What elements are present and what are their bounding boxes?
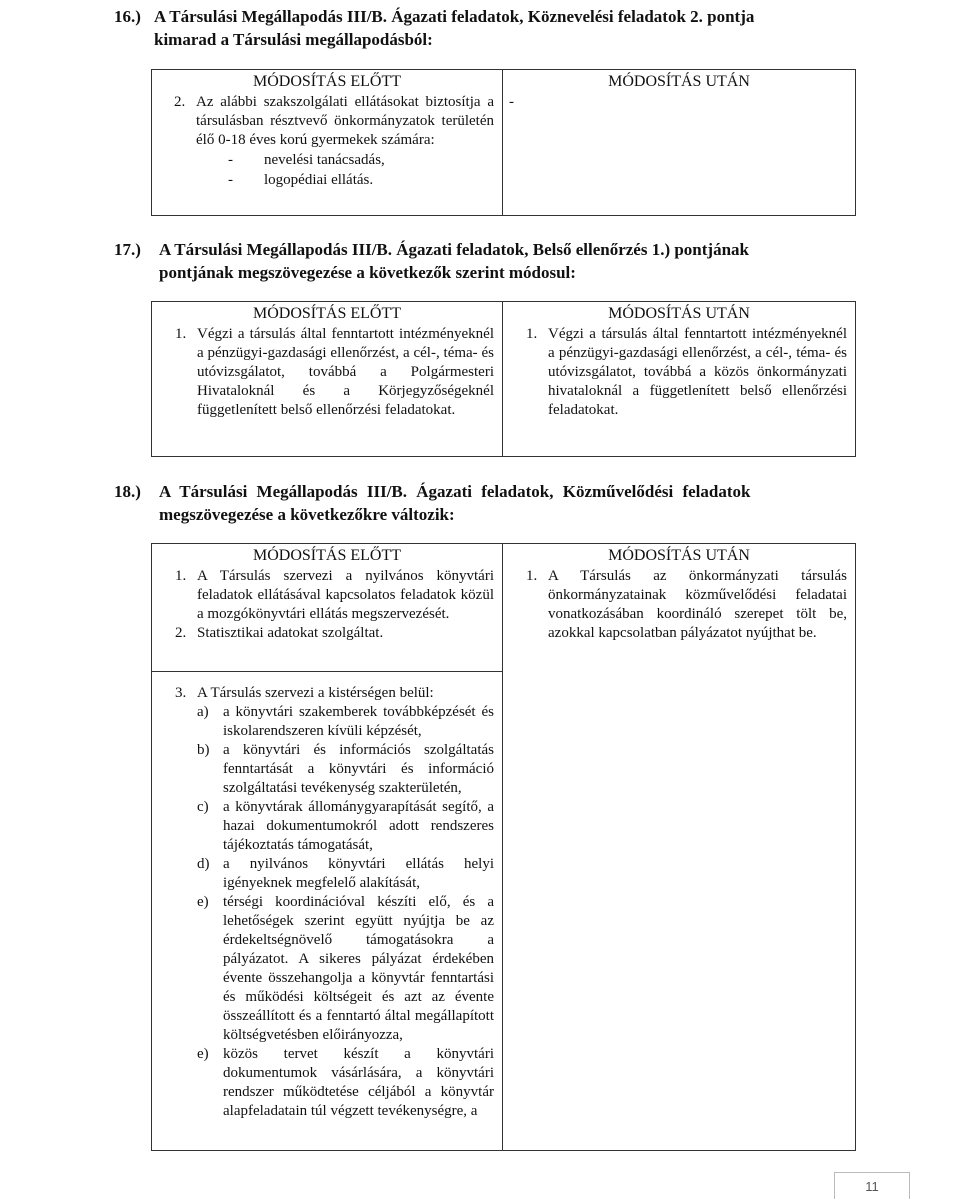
heading-line-1: A Társulási Megállapodás III/B. Ágazati feladatok, Köznevelési feladatok 2. pontja xyxy=(154,7,755,26)
after-cell xyxy=(503,544,856,1151)
sub-list xyxy=(160,703,494,1121)
before-header: MÓDOSÍTÁS ELŐTT xyxy=(253,305,401,322)
sub-item-letter: c) xyxy=(197,799,209,815)
before-header: MÓDOSÍTÁS ELŐTT xyxy=(253,547,401,564)
section-17-heading xyxy=(114,238,854,284)
sub-item xyxy=(197,893,494,1045)
dash-item-2: - logopédiai ellátás. xyxy=(228,172,374,188)
section-18-table xyxy=(151,543,856,1151)
heading-line-2: kimarad a Társulási megállapodásból: xyxy=(154,30,433,49)
item-number: 3. xyxy=(175,685,187,701)
page-number: 11 xyxy=(865,1179,879,1194)
sub-item xyxy=(197,1045,494,1121)
after-header: MÓDOSÍTÁS UTÁN xyxy=(608,305,750,322)
after-cell xyxy=(503,302,856,457)
item-number: 2. xyxy=(175,625,187,641)
sub-item xyxy=(197,741,494,798)
section-number: 16.) xyxy=(114,7,141,26)
before-cell-top xyxy=(152,544,503,672)
sub-item xyxy=(197,703,494,741)
heading-line-2: pontjának megszövegezése a következők szerint módosul: xyxy=(159,263,576,282)
sub-item-text: a könyvtári és információs szolgáltatás fenntartását a könyvtári és információ szolgáltatási tevékenység szakterületén, xyxy=(223,742,494,796)
item-text: Végzi a társulás által fenntartott intézményeknél a pénzügyi-gazdasági ellenőrzést, a cél-, téma- és utóvizsgálatot, továbbá a Polgármesteri Hivataloknál és a Körjegyzőségeknél függetlenített belső ellenőrzési feladatokat. xyxy=(197,326,494,418)
section-16-heading xyxy=(114,5,854,51)
item-number: 2. xyxy=(174,94,186,110)
item-number: 1. xyxy=(526,568,538,584)
heading-line-1: A Társulási Megállapodás III/B. Ágazati feladatok, Közművelődési feladatok xyxy=(159,482,751,501)
before-item-2 xyxy=(160,624,494,643)
before-cell xyxy=(152,70,503,216)
sub-item-text: térségi koordinációval készíti elő, és a lehetőségek szerint együtt nyújtja be az érdekeltségnövelő támogatásokra a pályázatot. A sikeres pályázat érdekében évente összehangolja a könyvtár fenntartási és működési költségeit és azt az évente összeállított és a fenntartó által megállapított költségvetésben előirányozza, xyxy=(223,894,494,1043)
after-header: MÓDOSÍTÁS UTÁN xyxy=(608,547,750,564)
item-text: A Társulás az önkormányzati társulás önkormányzatainak közművelődési feladatai vonatkozásában koordináló szerepet tölt be, azokkal kapcsolatban pályázatot nyújthat be. xyxy=(548,568,847,641)
sub-item-letter: b) xyxy=(197,742,210,758)
before-header: MÓDOSÍTÁS ELŐTT xyxy=(253,73,401,90)
before-cell-bottom xyxy=(152,672,503,1151)
sub-item xyxy=(197,855,494,893)
sub-item-letter: a) xyxy=(197,704,209,720)
item-text: A Társulás szervezi a kistérségen belül: xyxy=(197,685,434,701)
sub-item-letter: d) xyxy=(197,856,210,872)
before-item-3 xyxy=(160,684,494,703)
before-item-1 xyxy=(160,567,494,624)
dash-item-1: - nevelési tanácsadás, xyxy=(228,152,385,168)
item-text: A Társulás szervezi a nyilvános könyvtári feladatok ellátásával kapcsolatos feladatok közül a mozgókönyvtári ellátás megszervezését. xyxy=(197,568,494,622)
sub-item-text: a könyvtárak állománygyarapítását segítő, a hazai dokumentumokról adott rendszeres tájékoztatás támogatását, xyxy=(223,799,494,853)
section-16-table xyxy=(151,69,856,216)
dash-text: logopédiai ellátás. xyxy=(264,172,374,188)
sub-item xyxy=(197,798,494,855)
item-text: Statisztikai adatokat szolgáltat. xyxy=(197,625,384,641)
item-number: 1. xyxy=(175,568,187,584)
dash-text: nevelési tanácsadás, xyxy=(264,152,385,168)
after-item xyxy=(511,567,847,643)
item-number: 1. xyxy=(175,326,187,342)
heading-line-2: megszövegezése a következőkre változik: xyxy=(159,505,455,524)
section-18-heading xyxy=(114,480,854,526)
before-item xyxy=(160,93,494,150)
after-item xyxy=(511,325,847,420)
after-text: - xyxy=(509,94,514,110)
section-number: 18.) xyxy=(114,482,141,501)
item-text: Végzi a társulás által fenntartott intézményeknél a pénzügyi-gazdasági ellenőrzést, a cél-, téma- és utóvizsgálatot, továbbá a közös önkormányzati hivataloknál a függetlenített belső ellenőrzési feladatokat. xyxy=(548,326,847,418)
section-number: 17.) xyxy=(114,240,141,259)
before-cell xyxy=(152,302,503,457)
sub-item-text: a könyvtári szakemberek továbbképzését és iskolarendszeren kívüli képzését, xyxy=(223,704,494,739)
section-17-table xyxy=(151,301,856,457)
after-header: MÓDOSÍTÁS UTÁN xyxy=(608,73,750,90)
heading-line-1: A Társulási Megállapodás III/B. Ágazati feladatok, Belső ellenőrzés 1.) pontjának xyxy=(159,240,749,259)
sub-item-letter: e) xyxy=(197,1046,209,1062)
sub-item-text: közös tervet készít a könyvtári dokumentumok vásárlására, a könyvtári rendszer működtetése céljából a könyvtár alapfeladatain túl végzett tevékenységre, a xyxy=(223,1046,494,1119)
page-number-box xyxy=(834,1172,910,1199)
item-number: 1. xyxy=(526,326,538,342)
before-item xyxy=(160,325,494,420)
after-cell xyxy=(503,70,856,216)
item-text: Az alábbi szakszolgálati ellátásokat biztosítja a társulásban résztvevő önkormányzatok területén élő 0-18 éves korú gyermekek számára: xyxy=(196,94,494,148)
sub-item-text: a nyilvános könyvtári ellátás helyi igényeknek megfelelő alakítását, xyxy=(223,856,494,891)
sub-item-letter: e) xyxy=(197,894,209,910)
